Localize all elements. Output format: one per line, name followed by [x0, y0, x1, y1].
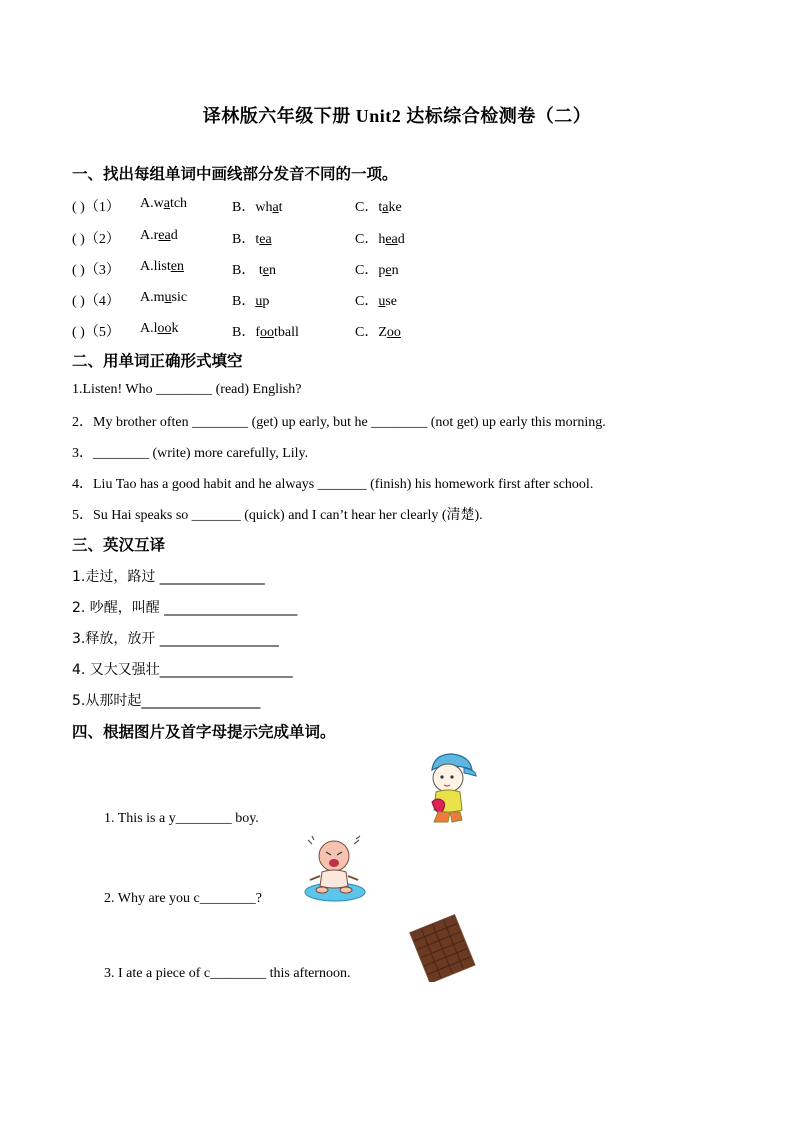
- section-3-heading: 三、英汉互译: [72, 536, 166, 554]
- section-4-heading: 四、根据图片及首字母提示完成单词。: [72, 723, 336, 741]
- section-2-heading: 二、用单词正确形式填空: [72, 352, 243, 370]
- option-a: A.look: [140, 321, 179, 336]
- picture-item-3: 3. I ate a piece of c________ this afternoon.: [104, 966, 351, 981]
- picture-item-2: 2. Why are you c________?: [104, 891, 262, 906]
- question-number: ( )（2）: [72, 232, 120, 247]
- fill-item-2: 2．My brother often ________ (get) up early, but he ________ (not get) up early this morning.: [72, 415, 606, 430]
- option-c: C．Zoo: [355, 325, 401, 340]
- young-boy-image: [420, 748, 478, 826]
- translate-item-1: 1.走过，路过 _______________: [72, 569, 265, 585]
- question-number: ( )（1）: [72, 200, 120, 215]
- translate-item-4: 4. 又大又强壮___________________: [72, 662, 293, 678]
- chocolate-bar-image: [406, 914, 478, 982]
- fill-item-3: 3．________ (write) more carefully, Lily.: [72, 446, 309, 461]
- option-a: A.listen: [140, 259, 184, 274]
- section-1-heading: 一、找出每组单词中画线部分发音不同的一项。: [72, 165, 398, 183]
- option-a: A.watch: [140, 196, 188, 211]
- fill-item-4: 4．Liu Tao has a good habit and he always _______ (finish) his homework first after school.: [72, 477, 594, 492]
- option-a: A.music: [140, 290, 188, 305]
- option-c: C．pen: [355, 263, 399, 278]
- option-b: B． ten: [232, 263, 276, 278]
- option-b: B．tea: [232, 232, 272, 247]
- translate-item-2: 2. 吵醒，叫醒 ___________________: [72, 600, 298, 616]
- option-c: C．use: [355, 294, 398, 309]
- option-c: C．take: [355, 200, 402, 215]
- page-title: 译林版六年级下册 Unit2 达标综合检测卷（二）: [202, 106, 592, 126]
- translate-item-5: 5.从那时起_________________: [72, 693, 261, 709]
- fill-item-5: 5．Su Hai speaks so _______ (quick) and I can’t hear her clearly (清楚).: [72, 508, 483, 523]
- question-number: ( )（5）: [72, 325, 120, 340]
- question-number: ( )（4）: [72, 294, 120, 309]
- option-c: C．head: [355, 232, 405, 247]
- option-b: B．what: [232, 200, 283, 215]
- option-b: B．football: [232, 325, 299, 340]
- option-b: B．up: [232, 294, 270, 309]
- picture-item-1: 1. This is a y________ boy.: [104, 811, 259, 826]
- option-a: A.read: [140, 228, 178, 243]
- crying-baby-image: [302, 834, 370, 904]
- fill-item-1: 1.Listen! Who ________ (read) English?: [72, 382, 302, 397]
- translate-item-3: 3.释放，放开 _________________: [72, 631, 279, 647]
- question-number: ( )（3）: [72, 263, 120, 278]
